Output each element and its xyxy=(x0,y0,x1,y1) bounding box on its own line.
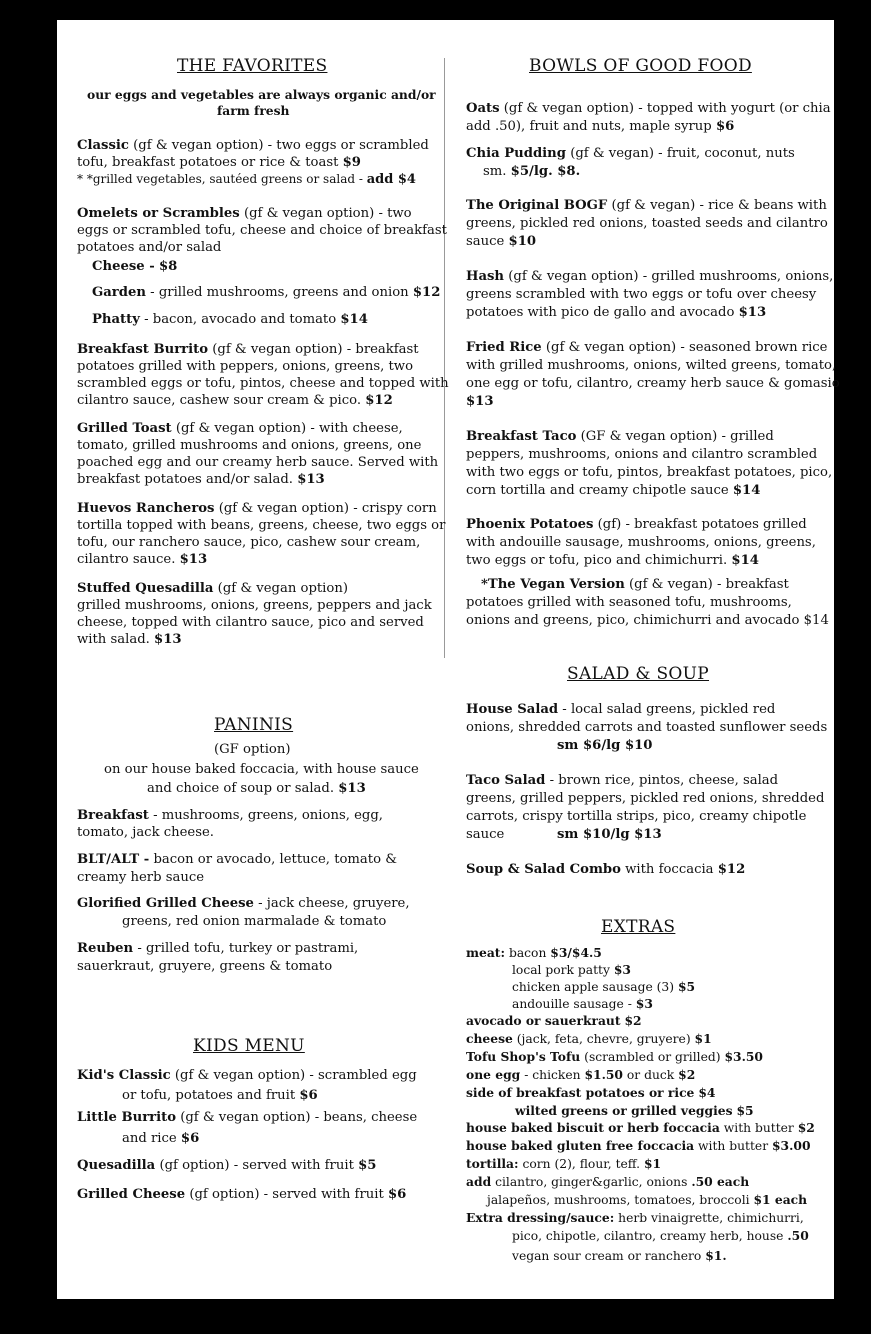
bowls-title: BOWLS OF GOOD FOOD xyxy=(529,56,752,76)
menu-item-huevos-rancheros: Huevos Rancheros (gf & vegan option) - crispy corn xyxy=(77,501,437,516)
huevos-line-2: tortilla topped with beans, greens, cheese, two eggs or xyxy=(77,518,446,533)
quesadilla-line-3: cheese, topped with cilantro sauce, pico and served xyxy=(77,615,424,630)
bowl-taco-line-2: peppers, mushrooms, onions and cilantro scrambled xyxy=(466,447,818,462)
paninis-option: (GF option) xyxy=(214,742,291,757)
omelet-option-phatty: Phatty - bacon, avocado and tomato $14 xyxy=(92,312,368,327)
bowl-chia: Chia Pudding (gf & vegan) - fruit, coconut, nuts xyxy=(466,146,795,161)
extras-dressing: Extra dressing/sauce: herb vinaigrette, chimichurri, xyxy=(466,1210,804,1225)
bowl-fried-rice-price: $13 xyxy=(466,394,494,409)
burrito-line-4: cilantro sauce, cashew sour cream & pico. $12 xyxy=(77,393,393,408)
bowl-chia-line-2: sm. $5/lg. $8. xyxy=(483,164,581,179)
menu-item-grilled-toast: Grilled Toast (gf & vegan option) - with cheese, xyxy=(77,421,403,436)
panini-blt-line-2: creamy herb sauce xyxy=(77,870,205,885)
burrito-line-3: scrambled eggs or tofu, pintos, cheese and topped with xyxy=(77,376,449,391)
extras-add-2: jalapeños, mushrooms, tomatoes, broccoli $1 each xyxy=(487,1192,808,1207)
salad-house-price: sm $6/lg $10 xyxy=(557,738,653,753)
extras-egg: one egg - chicken $1.50 or duck $2 xyxy=(466,1067,696,1082)
extras-tofu: Tofu Shop's Tofu (scrambled or grilled) $3.50 xyxy=(466,1049,763,1064)
extras-avocado: avocado or sauerkraut $2 xyxy=(466,1013,642,1028)
paninis-desc-1: on our house baked foccacia, with house sauce xyxy=(104,762,419,777)
quesadilla-line-2: grilled mushrooms, onions, greens, peppers and jack xyxy=(77,598,432,613)
bowl-vegan-version: *The Vegan Version (gf & vegan) - breakfast xyxy=(481,577,789,592)
panini-breakfast: Breakfast - mushrooms, greens, onions, egg, xyxy=(77,808,383,823)
extras-title: EXTRAS xyxy=(601,917,676,937)
extras-add: add cilantro, ginger&garlic, onions .50 each xyxy=(466,1174,750,1189)
extras-pork-patty: local pork patty $3 xyxy=(512,962,631,977)
bowl-bogf: The Original BOGF (gf & vegan) - rice & beans with xyxy=(466,198,827,213)
extras-greens: wilted greens or grilled veggies $5 xyxy=(515,1103,754,1118)
bowl-phoenix-line-2: with andouille sausage, mushrooms, onions, greens, xyxy=(466,535,816,550)
bowl-vegan-line-2: potatoes grilled with seasoned tofu, mushrooms, xyxy=(466,595,792,610)
bowl-bogf-line-3: sauce $10 xyxy=(466,234,537,249)
burrito-line-2: potatoes grilled with peppers, onions, greens, two xyxy=(77,359,414,374)
menu-page xyxy=(57,20,840,1299)
menu-item-burrito: Breakfast Burrito (gf & vegan option) - breakfast xyxy=(77,342,419,357)
panini-grilled-cheese: Glorified Grilled Cheese - jack cheese, gruyere, xyxy=(77,896,410,911)
extras-tortilla: tortilla: corn (2), flour, teff. $1 xyxy=(466,1156,662,1171)
huevos-line-3: tofu, our ranchero sauce, pico, cashew sour cream, xyxy=(77,535,421,550)
bowl-fried-rice-line-3: one egg or tofu, cilantro, creamy herb sauce & gomasio xyxy=(466,376,840,391)
salad-taco-line-2: greens, grilled peppers, pickled red onions, shredded xyxy=(466,791,825,806)
panini-breakfast-line-2: tomato, jack cheese. xyxy=(77,825,215,840)
toast-line-4: breakfast potatoes and/or salad. $13 xyxy=(77,472,325,487)
kids-item-quesadilla: Quesadilla (gf option) - served with fruit $5 xyxy=(77,1158,377,1173)
menu-item-omelets: Omelets or Scrambles (gf & vegan option) - two xyxy=(77,206,412,221)
classic-line-2: tofu, breakfast potatoes or rice & toast $9 xyxy=(77,155,361,170)
toast-line-2: tomato, grilled mushrooms and onions, greens, one xyxy=(77,438,422,453)
omelets-line-2: eggs or scrambled tofu, cheese and choice of breakfast xyxy=(77,223,447,238)
omelets-line-3: potatoes and/or salad xyxy=(77,240,222,255)
bowl-hash-line-2: greens scrambled with two eggs or tofu over cheesy xyxy=(466,287,817,302)
paninis-desc-2: and choice of soup or salad. $13 xyxy=(147,781,366,796)
salad-taco: Taco Salad - brown rice, pintos, cheese, salad xyxy=(466,773,779,788)
column-divider xyxy=(444,58,445,658)
bowl-hash-line-3: potatoes with pico de gallo and avocado $13 xyxy=(466,305,767,320)
panini-reuben: Reuben - grilled tofu, turkey or pastrami, xyxy=(77,941,359,956)
bowl-oats-line-2: add .50), fruit and nuts, maple syrup $6 xyxy=(466,119,735,134)
kids-burrito-line-2: and rice $6 xyxy=(122,1131,200,1146)
bowl-hash: Hash (gf & vegan option) - grilled mushrooms, onions, xyxy=(466,269,834,284)
panini-grilled-cheese-line-2: greens, red onion marmalade & tomato xyxy=(122,914,387,929)
extras-biscuit: house baked biscuit or herb foccacia with butter $2 xyxy=(466,1120,815,1135)
toast-line-3: poached egg and our creamy herb sauce. Served with xyxy=(77,455,439,470)
extras-dressing-line-3: vegan sour cream or ranchero $1. xyxy=(512,1248,727,1263)
bowl-fried-rice: Fried Rice (gf & vegan option) - seasoned brown rice xyxy=(466,340,828,355)
quesadilla-line-4: with salad. $13 xyxy=(77,632,182,647)
bowl-taco-line-4: corn tortilla and creamy chipotle sauce $14 xyxy=(466,483,761,498)
bowl-taco-line-3: with two eggs or tofu, pintos, breakfast potatoes, pico, xyxy=(466,465,833,480)
omelet-option-cheese: Cheese - $8 xyxy=(92,259,178,274)
salad-taco-line-4: sauce xyxy=(466,827,505,842)
kids-title: KIDS MENU xyxy=(193,1036,305,1056)
bowl-fried-rice-line-2: with grilled mushrooms, onions, wilted greens, tomato, xyxy=(466,358,837,373)
extras-gf-foccacia: house baked gluten free foccacia with butter $3.00 xyxy=(466,1138,811,1153)
bowl-breakfast-taco: Breakfast Taco (GF & vegan option) - grilled xyxy=(466,429,774,444)
extras-potatoes: side of breakfast potatoes or rice $4 xyxy=(466,1085,716,1100)
salad-house-line-2: onions, shredded carrots and toasted sunflower seeds xyxy=(466,720,828,735)
kids-item-classic: Kid's Classic (gf & vegan option) - scrambled egg xyxy=(77,1068,417,1083)
extras-chicken-sausage: chicken apple sausage (3) $5 xyxy=(512,979,696,994)
salad-taco-line-3: carrots, crispy tortilla strips, pico, creamy chipotle xyxy=(466,809,807,824)
favorites-title: THE FAVORITES xyxy=(177,56,328,76)
salad-combo: Soup & Salad Combo with foccacia $12 xyxy=(466,862,746,877)
favorites-note-2: farm fresh xyxy=(217,103,290,118)
bowl-bogf-line-2: greens, pickled red onions, toasted seeds and cilantro xyxy=(466,216,828,231)
extras-andouille: andouille sausage - $3 xyxy=(512,996,653,1011)
salad-taco-price: sm $10/lg $13 xyxy=(557,827,662,842)
extras-cheese: cheese (jack, feta, chevre, gruyere) $1 xyxy=(466,1031,712,1046)
kids-classic-line-2: or tofu, potatoes and fruit $6 xyxy=(122,1088,318,1103)
bowl-phoenix: Phoenix Potatoes (gf) - breakfast potatoes grilled xyxy=(466,517,807,532)
bowl-vegan-line-3: onions and greens, pico, chimichurri and avocado $14 xyxy=(466,613,829,628)
bowl-oats: Oats (gf & vegan option) - topped with yogurt (or chia xyxy=(466,101,831,116)
huevos-line-4: cilantro sauce. $13 xyxy=(77,552,208,567)
salad-house: House Salad - local salad greens, pickled red xyxy=(466,702,776,717)
menu-item-stuffed-quesadilla: Stuffed Quesadilla (gf & vegan option) xyxy=(77,581,348,596)
classic-addon: * *grilled vegetables, sautéed greens or salad - add $4 xyxy=(77,172,416,187)
menu-item-classic: Classic (gf & vegan option) - two eggs or scrambled xyxy=(77,138,429,153)
bowl-phoenix-line-3: two eggs or tofu, pico and chimichurri. $14 xyxy=(466,553,759,568)
extras-meat: meat: bacon $3/$4.5 xyxy=(466,945,602,960)
kids-item-burrito: Little Burrito (gf & vegan option) - beans, cheese xyxy=(77,1110,418,1125)
panini-reuben-line-2: sauerkraut, gruyere, greens & tomato xyxy=(77,959,333,974)
favorites-note-1: our eggs and vegetables are always organic and/or xyxy=(87,87,436,102)
omelet-option-garden: Garden - grilled mushrooms, greens and onion $12 xyxy=(92,285,441,300)
salad-title: SALAD & SOUP xyxy=(567,664,710,684)
panini-blt: BLT/ALT - bacon or avocado, lettuce, tomato & xyxy=(77,852,397,867)
paninis-title: PANINIS xyxy=(214,715,294,735)
kids-item-grilled-cheese: Grilled Cheese (gf option) - served with fruit $6 xyxy=(77,1187,407,1202)
extras-dressing-line-2: pico, chipotle, cilantro, creamy herb, house .50 xyxy=(512,1228,809,1243)
